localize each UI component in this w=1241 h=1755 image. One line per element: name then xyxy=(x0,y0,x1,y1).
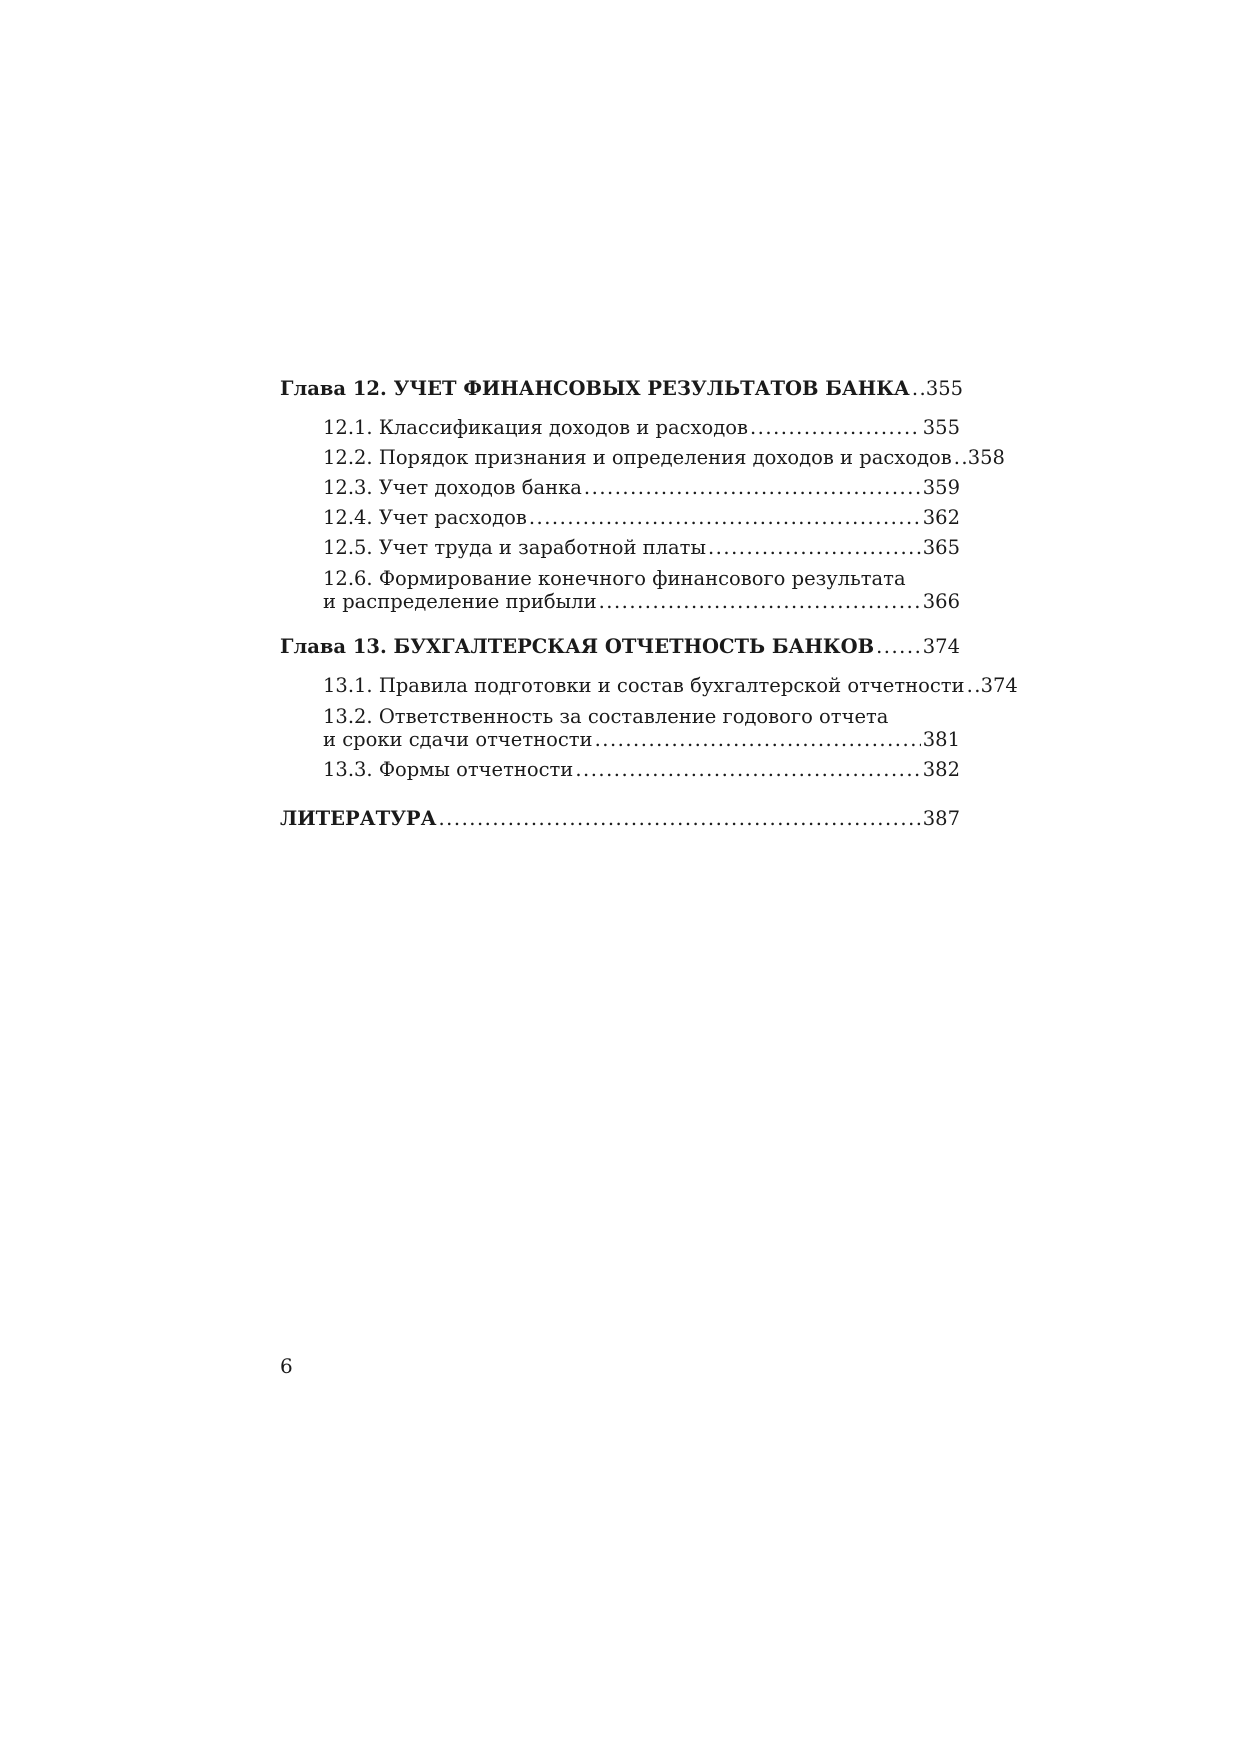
dot-leader xyxy=(967,671,979,701)
toc-section-13-3[interactable] xyxy=(280,755,960,785)
toc-chapter-13[interactable] xyxy=(280,632,960,662)
page-number: 6 xyxy=(280,1354,293,1378)
dot-leader xyxy=(954,443,966,473)
toc-section-12-5[interactable] xyxy=(280,533,960,563)
table-of-contents xyxy=(280,374,1018,834)
dot-leader xyxy=(595,728,921,751)
toc-page-number: 355 xyxy=(922,416,960,439)
toc-page-number: 374 xyxy=(922,635,960,658)
dot-leader xyxy=(912,374,924,404)
dot-leader xyxy=(529,503,921,533)
toc-chapter-12[interactable] xyxy=(280,374,964,404)
toc-page-number: 374 xyxy=(980,674,1018,697)
toc-section-title: 12.3. Учет доходов банка xyxy=(323,476,582,499)
toc-section-title-line1: 13.2. Ответственность за составление годового отчета xyxy=(323,705,889,728)
toc-section-title: 13.3. Формы отчетности xyxy=(323,758,574,781)
dot-leader xyxy=(750,413,921,443)
dot-leader xyxy=(584,473,921,503)
toc-chapter-title: Глава 13. БУХГАЛТЕРСКАЯ ОТЧЕТНОСТЬ БАНКОВ xyxy=(280,635,875,658)
toc-literature[interactable] xyxy=(280,804,960,834)
toc-section-title: 12.1. Классификация доходов и расходов xyxy=(323,416,748,439)
toc-section-title-line2: и распределение прибыли xyxy=(323,590,597,613)
toc-section-12-3[interactable] xyxy=(280,473,960,503)
toc-page-number: 362 xyxy=(922,506,960,529)
dot-leader xyxy=(599,590,921,613)
toc-page-number: 358 xyxy=(967,446,1005,469)
dot-leader xyxy=(438,804,920,834)
toc-section-12-2[interactable] xyxy=(280,443,1005,473)
toc-chapter-title: ЛИТЕРАТУРА xyxy=(280,807,437,830)
toc-section-title-line2: и сроки сдачи отчетности xyxy=(323,728,593,751)
toc-page-number: 359 xyxy=(922,476,960,499)
toc-section-title: 12.2. Порядок признания и определения доходов и расходов xyxy=(323,446,952,469)
toc-section-12-1[interactable] xyxy=(280,413,960,443)
toc-section-12-6[interactable] xyxy=(280,567,960,613)
toc-section-title: 12.4. Учет расходов xyxy=(323,506,527,529)
toc-chapter-title: Глава 12. УЧЕТ ФИНАНСОВЫХ РЕЗУЛЬТАТОВ БАНКА xyxy=(280,377,910,400)
dot-leader xyxy=(876,632,921,662)
toc-page-number: 365 xyxy=(922,536,960,559)
toc-page-number: 355 xyxy=(925,377,964,400)
toc-section-title: 12.5. Учет труда и заработной платы xyxy=(323,536,706,559)
toc-section-13-2[interactable] xyxy=(280,705,960,751)
toc-page-number: 387 xyxy=(922,807,960,830)
toc-page-number: 382 xyxy=(922,758,960,781)
dot-leader xyxy=(575,755,920,785)
dot-leader xyxy=(708,533,921,563)
toc-section-title-line1: 12.6. Формирование конечного финансового результата xyxy=(323,567,906,590)
toc-section-13-1[interactable] xyxy=(280,671,1018,701)
toc-page-number: 366 xyxy=(922,590,960,613)
toc-section-title: 13.1. Правила подготовки и состав бухгалтерской отчетности xyxy=(323,674,965,697)
toc-section-12-4[interactable] xyxy=(280,503,960,533)
toc-page-number: 381 xyxy=(922,728,960,751)
